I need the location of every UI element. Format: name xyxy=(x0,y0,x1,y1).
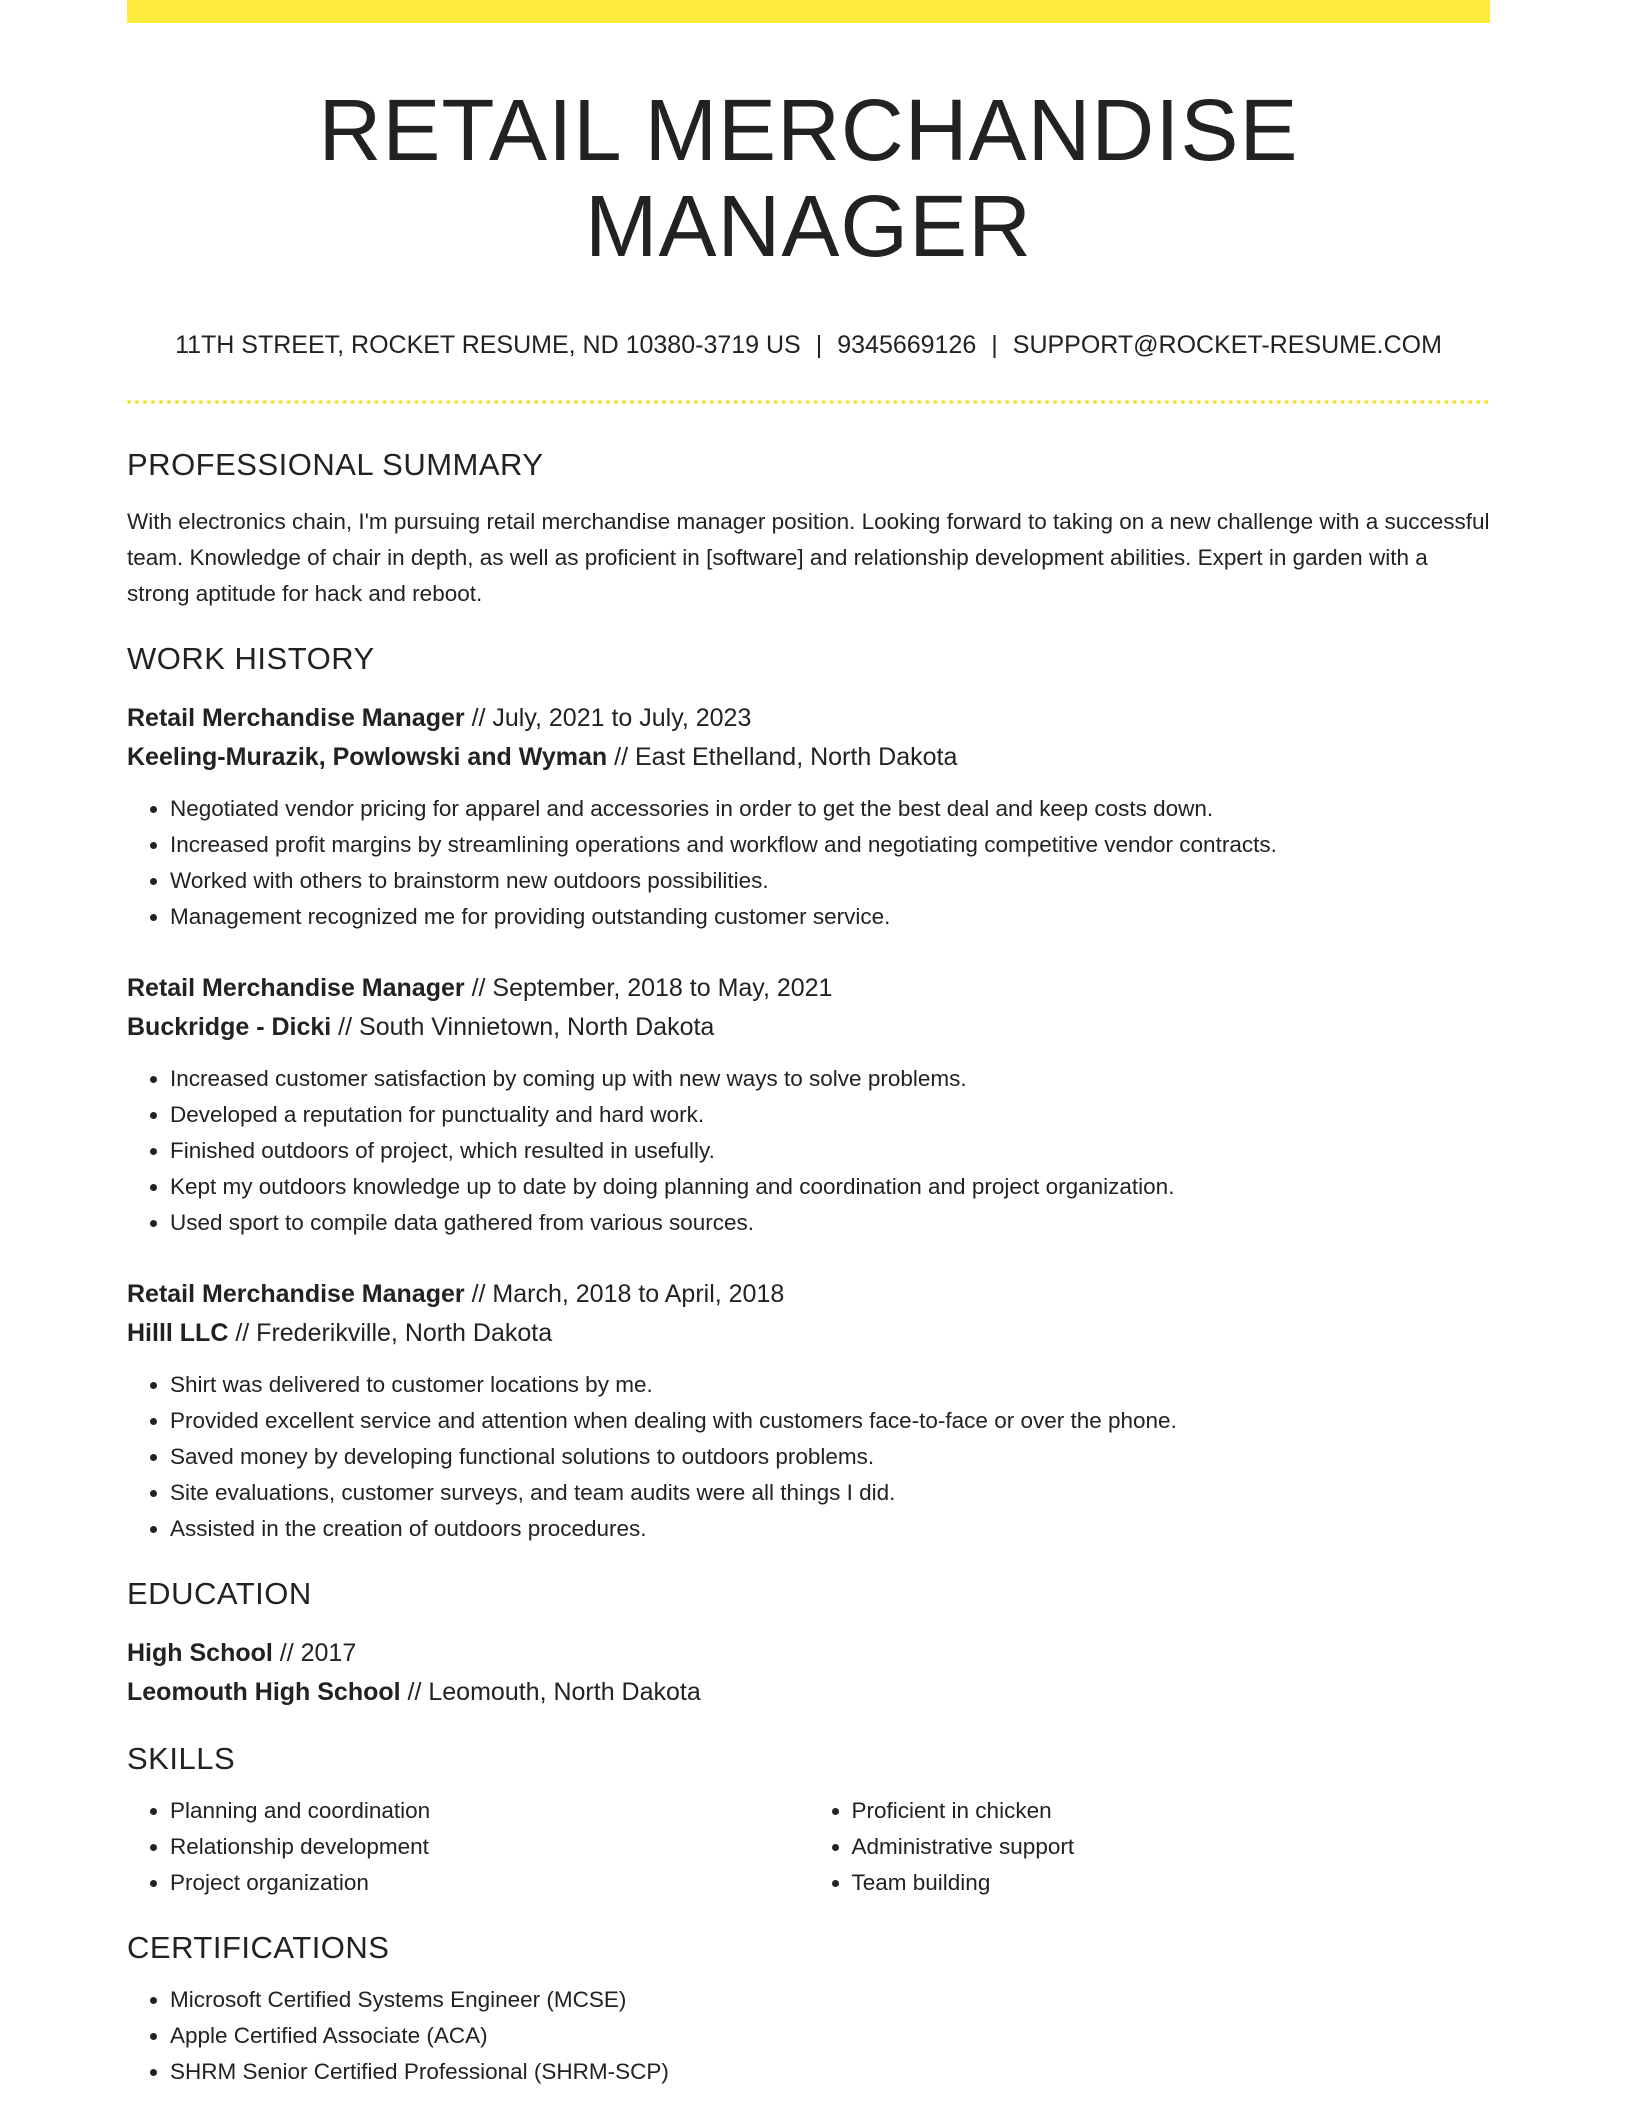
education-school-line xyxy=(127,1673,1490,1712)
education-degree: High School xyxy=(127,1638,273,1667)
education-location: // Leomouth, North Dakota xyxy=(400,1677,701,1706)
skill-item: • Team building xyxy=(852,1865,1491,1901)
job-company: Keeling-Murazik, Powlowski and Wyman xyxy=(127,742,608,771)
job-location: // Frederikville, North Dakota xyxy=(228,1318,553,1347)
certifications-heading: CERTIFICATIONS xyxy=(127,1930,390,1966)
education-school: Leomouth High School xyxy=(127,1677,401,1706)
resume-page xyxy=(127,0,1490,2090)
job-bullet: • Assisted in the creation of outdoors procedures. xyxy=(170,1511,1490,1547)
job-dates: // July, 2021 to July, 2023 xyxy=(464,703,752,732)
contact-line xyxy=(127,330,1490,360)
job-bullets xyxy=(127,1061,1490,1241)
job-bullet: • Kept my outdoors knowledge up to date by doing planning and coordination and project organization. xyxy=(170,1169,1490,1205)
job-bullet: • Site evaluations, customer surveys, and team audits were all things I did. xyxy=(170,1475,1490,1511)
job-role: Retail Merchandise Manager xyxy=(127,1279,465,1308)
job-bullet: • Negotiated vendor pricing for apparel and accessories in order to get the best deal and keep costs down. xyxy=(170,791,1490,827)
job-company-line xyxy=(127,1008,1490,1047)
job-role: Retail Merchandise Manager xyxy=(127,973,465,1002)
job-location: // South Vinnietown, North Dakota xyxy=(331,1012,715,1041)
education-year: // 2017 xyxy=(272,1638,357,1667)
job-bullet: • Finished outdoors of project, which resulted in usefully. xyxy=(170,1133,1490,1169)
certification-item: • SHRM Senior Certified Professional (SHRM-SCP) xyxy=(170,2054,1490,2090)
job-bullets xyxy=(127,1367,1490,1547)
certifications-list xyxy=(127,1982,1490,2090)
job-bullet: • Saved money by developing functional solutions to outdoors problems. xyxy=(170,1439,1490,1475)
skill-item: • Planning and coordination xyxy=(170,1793,809,1829)
job-role-line xyxy=(127,1275,1490,1314)
education-degree-line xyxy=(127,1634,1490,1673)
summary-text: With electronics chain, I'm pursuing retail merchandise manager position. Looking forward to taking on a new challenge with a successful team. Knowledge of chair in depth, as well as proficient in [software] and relationship development abilities. Expert in garden with a strong aptitude for hack and reboot. xyxy=(127,508,1490,606)
summary-heading: PROFESSIONAL SUMMARY xyxy=(127,447,544,483)
job-bullet: • Developed a reputation for punctuality and hard work. xyxy=(170,1097,1490,1133)
job-bullet: • Used sport to compile data gathered from various sources. xyxy=(170,1205,1490,1241)
skills-heading: SKILLS xyxy=(127,1740,236,1776)
resume-title: RETAIL MERCHANDISE MANAGER xyxy=(318,82,1299,275)
job-role-line xyxy=(127,699,1490,738)
skills-columns xyxy=(127,1793,1490,1901)
contact-address: 11TH STREET, ROCKET RESUME, ND 10380-3719 US xyxy=(175,331,801,360)
job-company: Hilll LLC xyxy=(127,1318,229,1347)
skill-item: • Relationship development xyxy=(170,1829,809,1865)
education-entry xyxy=(127,1634,1490,1712)
job-bullet: • Provided excellent service and attention when dealing with customers face-to-face or over the phone. xyxy=(170,1403,1490,1439)
job-entry xyxy=(127,1275,1490,1547)
job-bullet: • Management recognized me for providing outstanding customer service. xyxy=(170,899,1490,935)
job-company-line xyxy=(127,1314,1490,1353)
job-location: // East Ethelland, North Dakota xyxy=(607,742,958,771)
job-dates: // March, 2018 to April, 2018 xyxy=(464,1279,785,1308)
job-entry xyxy=(127,699,1490,935)
skill-item: • Administrative support xyxy=(852,1829,1491,1865)
top-accent-bar xyxy=(127,0,1490,23)
contact-separator: | xyxy=(815,331,823,360)
skills-list-right xyxy=(809,1793,1491,1901)
work-history-heading: WORK HISTORY xyxy=(127,640,375,676)
education-heading: EDUCATION xyxy=(127,1575,312,1611)
job-bullet: • Increased profit margins by streamlining operations and workflow and negotiating competitive vendor contracts. xyxy=(170,827,1490,863)
job-company-line xyxy=(127,738,1490,777)
job-role-line xyxy=(127,969,1490,1008)
job-company: Buckridge - Dicki xyxy=(127,1012,332,1041)
skill-item: • Proficient in chicken xyxy=(852,1793,1491,1829)
skills-list-left xyxy=(127,1793,809,1901)
contact-email: SUPPORT@ROCKET-RESUME.COM xyxy=(1012,331,1442,360)
job-bullet: • Worked with others to brainstorm new outdoors possibilities. xyxy=(170,863,1490,899)
job-entry xyxy=(127,969,1490,1241)
job-bullets xyxy=(127,791,1490,935)
contact-phone: 9345669126 xyxy=(837,331,977,360)
dotted-divider xyxy=(127,400,1490,404)
certification-item: • Apple Certified Associate (ACA) xyxy=(170,2018,1490,2054)
certification-item: • Microsoft Certified Systems Engineer (MCSE) xyxy=(170,1982,1490,2018)
job-dates: // September, 2018 to May, 2021 xyxy=(464,973,833,1002)
skill-item: • Project organization xyxy=(170,1865,809,1901)
job-bullet: • Shirt was delivered to customer locations by me. xyxy=(170,1367,1490,1403)
job-bullet: • Increased customer satisfaction by coming up with new ways to solve problems. xyxy=(170,1061,1490,1097)
contact-separator: | xyxy=(991,331,998,360)
job-role: Retail Merchandise Manager xyxy=(127,703,465,732)
